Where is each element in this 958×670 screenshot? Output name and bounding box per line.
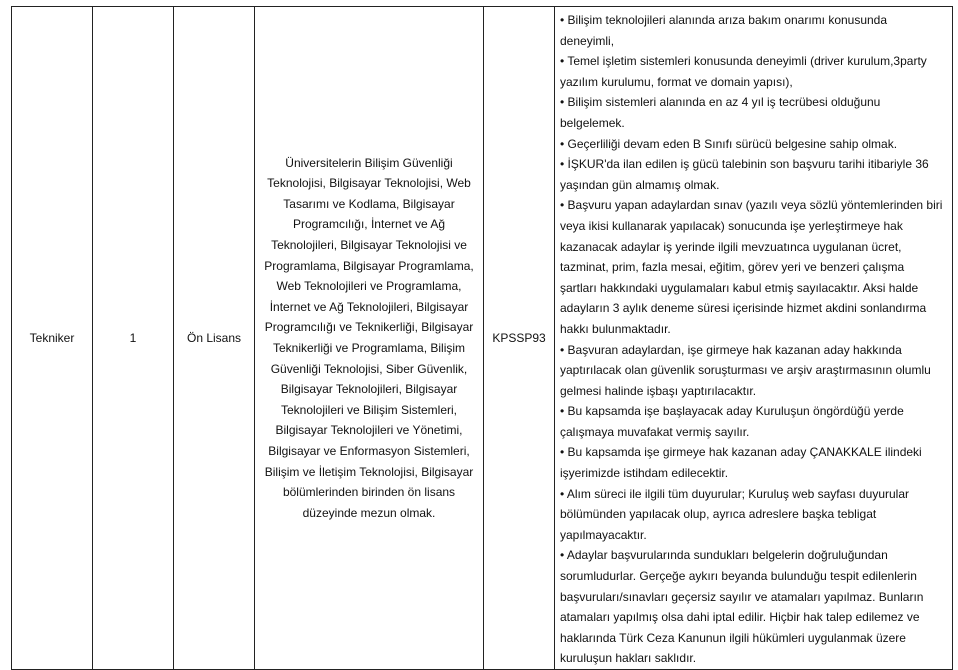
requirement-item: • Başvuru yapan adaylardan sınav (yazılı veya sözlü yöntemlerinden biri veya ikisi kullanarak yapılacak) sonucunda işe yerleştirmeye hak kazanacak adaylar iş yerinde ilgili mevzuatınca uygulanan ücret, tazminat, prim, fazla mesai, eğitim, görev yeri ve benzeri çalışma şartları hakkındaki uygulamaları kabul etmiş sayılacaktır. Aksi halde adayların 3 aylık deneme süresi içerisinde hizmet akdini sonlandırma hakkı bulunmaktadır. [560,198,943,336]
requirement-item: • Bu kapsamda işe başlayacak aday Kuruluşun öngördüğü yerde çalışmaya muvafakat vermiş sayılır. [560,404,904,439]
departments-cell: Üniversitelerin Bilişim Güvenliği Teknolojisi, Bilgisayar Teknolojisi, Web Tasarımı ve Kodlama, Bilgisayar Programcılığı, İnternet ve Ağ Teknolojileri, Bilgisayar Teknolojisi ve Programlama, Bilgisayar Programlama, Web Teknolojileri ve Programlama, İnternet ve Ağ Teknolojileri, Bilgisayar Programcılığı ve Teknikerliği, Bilgisayar Teknikerliği ve Programlama, Bilişim Güvenliği Teknolojisi, Siber Güvenlik, Bilgisayar Teknolojileri, Bilgisayar Teknolojileri ve Bilişim Sistemleri, Bilgisayar Teknolojileri ve Yönetimi, Bilgisayar ve Enformasyon Sistemleri, Bilişim ve İletişim Teknolojisi, Bilgisayar bölümlerinden birinden ön lisans düzeyinde mezun olmak. [255,7,484,670]
table-row [12,7,953,670]
requirement-item: • Bilişim teknolojileri alanında arıza bakım onarımı konusunda deneyimli, [560,13,888,48]
score-type-cell: KPSSP93 [484,7,555,670]
requirement-item: • Bu kapsamda işe girmeye hak kazanan aday ÇANAKKALE ilindeki işyerimizde istihdam edilecektir. [560,445,922,481]
requirement-item: • Alım süreci ile ilgili tüm duyurular; Kuruluş web sayfası duyurular bölümünden yapılacak olup, ayrıca adreslere başka tebligat yapılmayacaktır. [560,486,910,542]
requirement-item: • Bilişim sistemleri alanında en az 4 yıl iş tecrübesi olduğunu belgelemek. [560,95,881,130]
education-level-cell: Ön Lisans [174,7,255,670]
requirement-item: • Adaylar başvurularında sundukları belgelerin doğruluğundan sorumludurlar. Gerçeğe aykırı beyanda bulunduğu tespit edilenlerin başvuruları/sınavları geçersiz sayılır ve atamaları yapılmaz. Bunların atamaları yapılmış olsa dahi iptal edilir. Hiçbir hak talep edilemez ve haklarında Türk Ceza Kanunun ilgili hükümleri uygulanmak üzere kuruluşun hakları saklıdır. [560,548,924,666]
requirement-item: • İŞKUR'da ilan edilen iş gücü talebinin son başvuru tarihi itibariyle 36 yaşından gün almamış olmak. [560,157,929,192]
requirement-item: • Başvuran adaylardan, işe girmeye hak kazanan aday hakkında yaptırılacak olan güvenlik soruşturması ve arşiv araştırmasının olumlu gelmesi halinde işbaşı yaptırılacaktır. [560,342,931,398]
count-cell: 1 [93,7,174,670]
requirements-cell [555,7,953,670]
job-posting-table [11,6,953,670]
requirement-item: • Geçerliliği devam eden B Sınıfı sürücü belgesine sahip olmak. [560,136,898,151]
position-cell: Tekniker [12,7,93,670]
requirement-item: • Temel işletim sistemleri konusunda deneyimli (driver kurulum,3party yazılım kurulumu, format ve domain yapısı), [560,54,927,89]
